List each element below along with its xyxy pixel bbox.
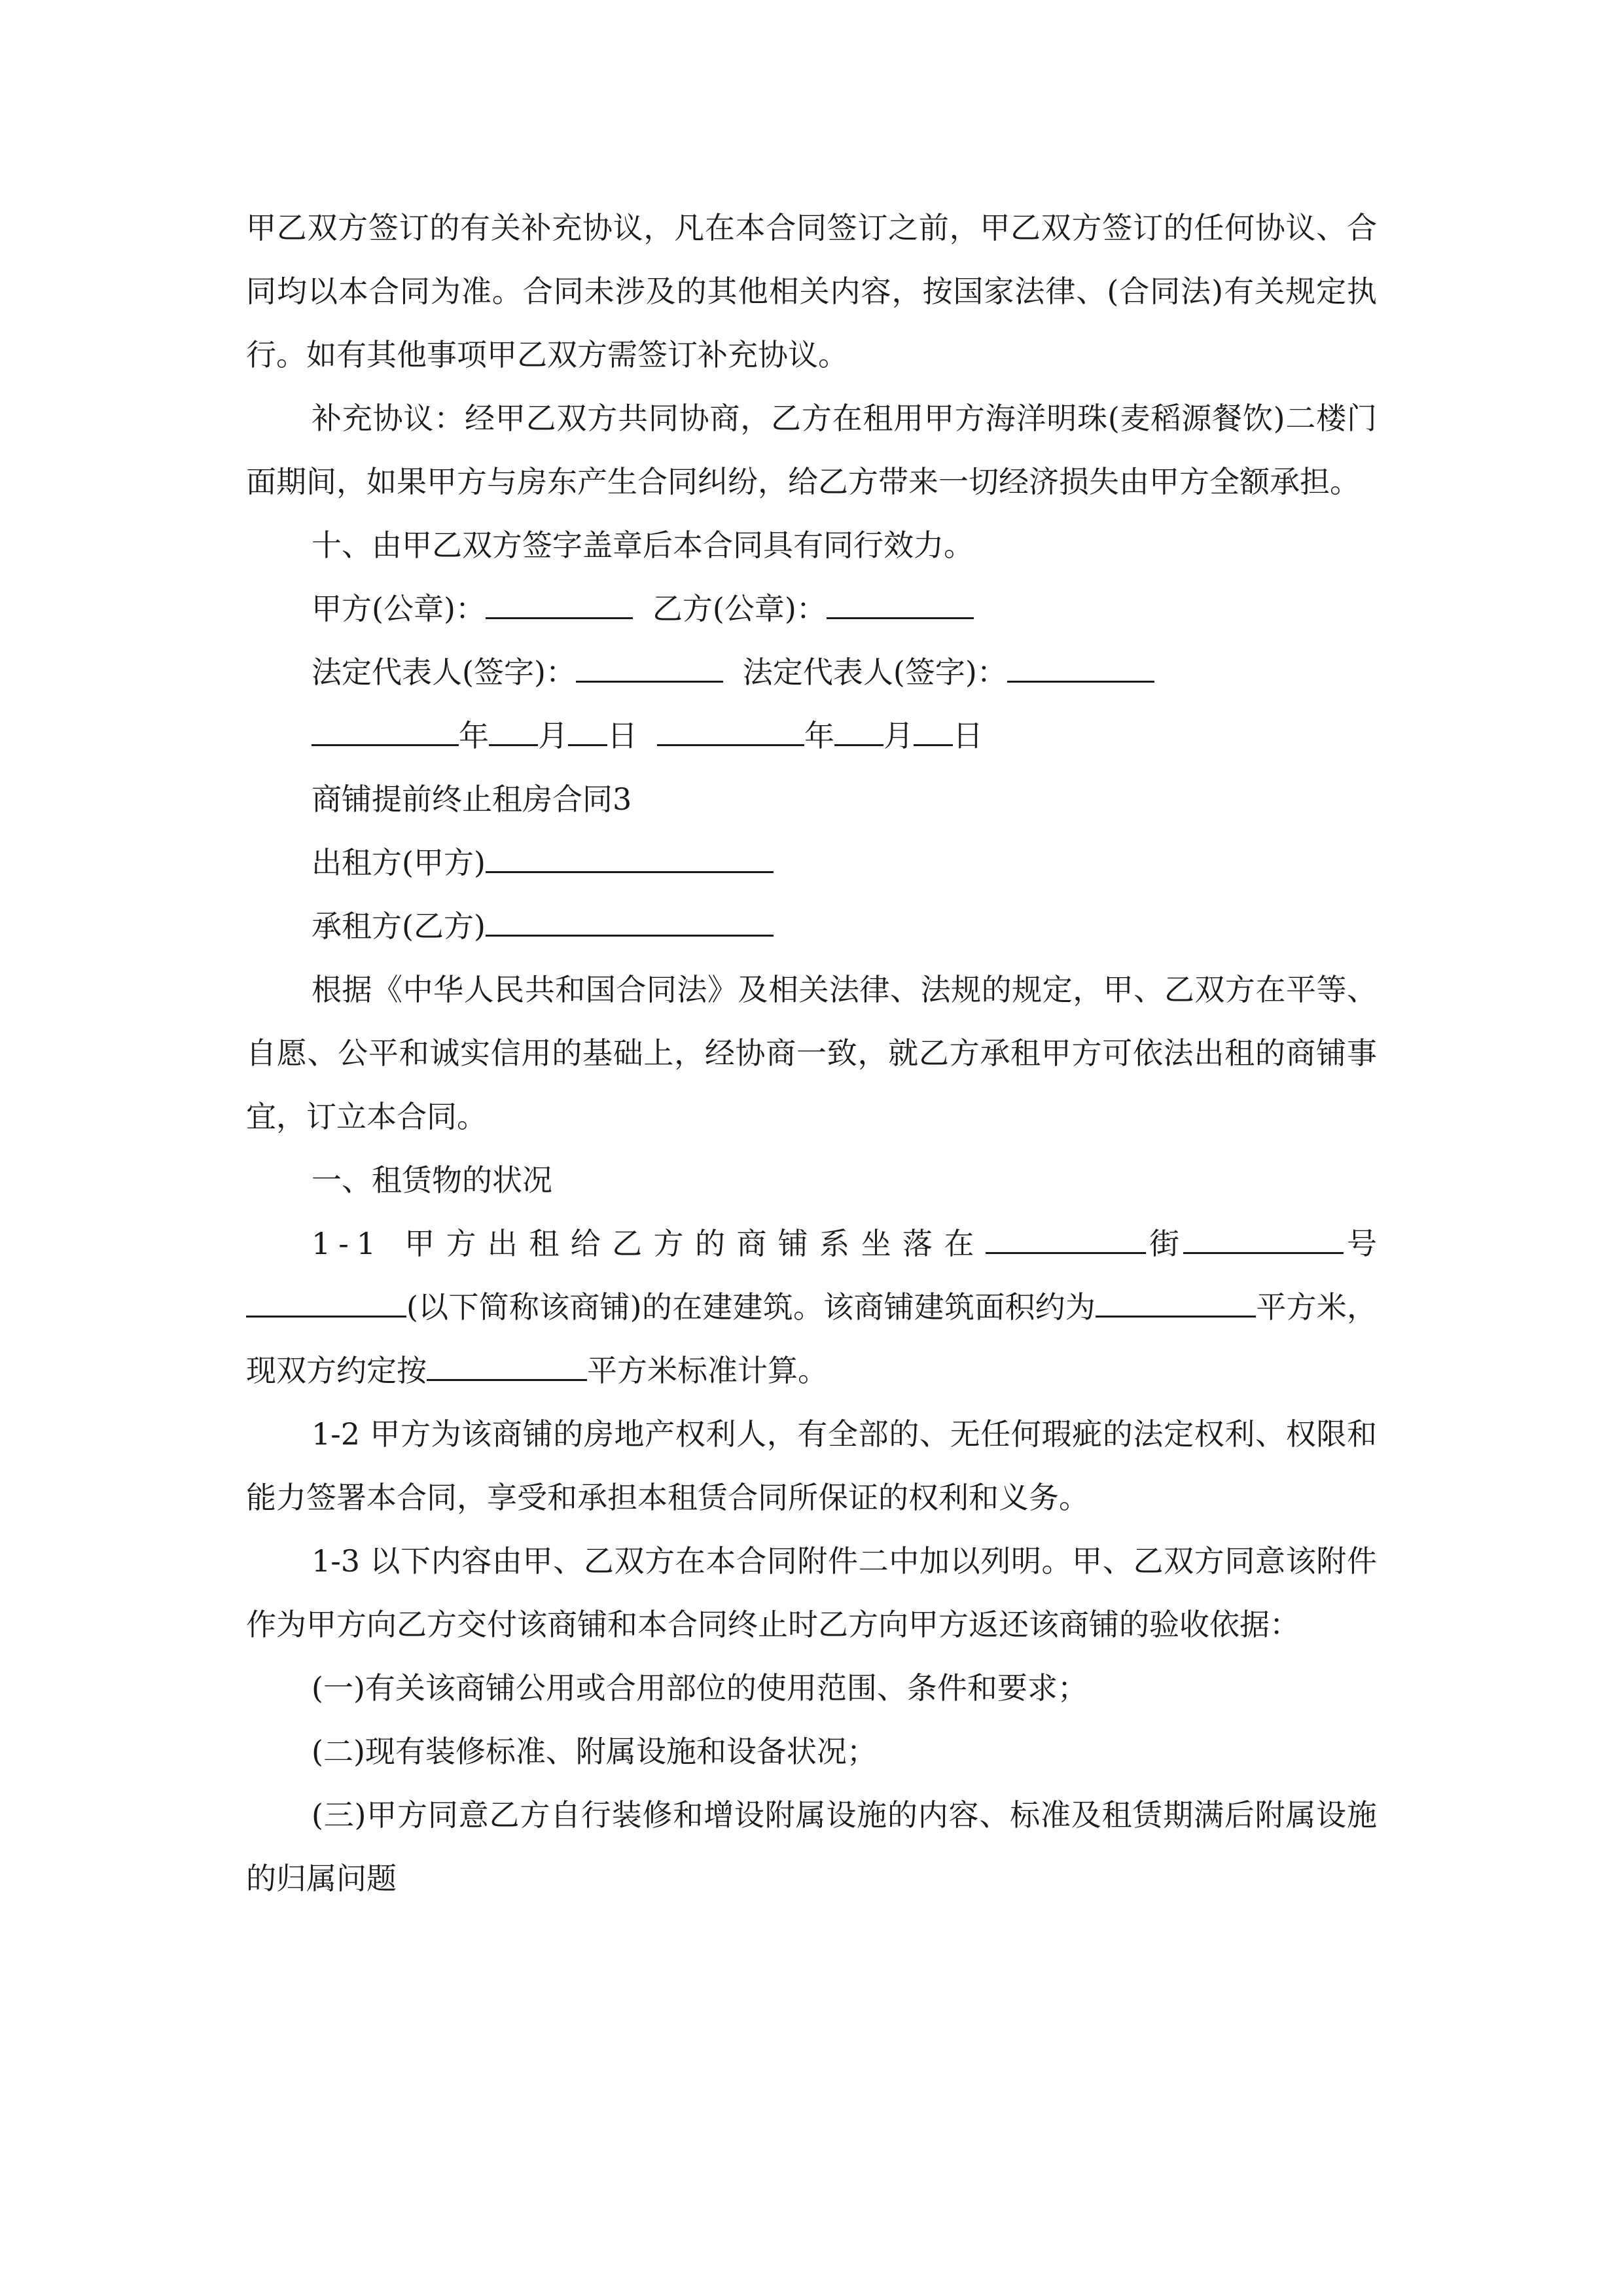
signature-seal-line xyxy=(246,577,1377,641)
year-label: 年 xyxy=(804,718,834,753)
party-a-seal-label: 甲方(公章)： xyxy=(312,591,486,626)
clause-1-1-text-d: (以下简称该商铺)的在建建筑。该商铺建筑面积约为 xyxy=(406,1289,1096,1325)
paragraph-legal-basis: 根据《中华人民共和国合同法》及相关法律、法规的规定，甲、乙双方在平等、自愿、公平和诚实信用的基础上，经协商一致，就乙方承租甲方可依法出租的商铺事宜，订立本合同。 xyxy=(246,972,1377,1134)
clause-1-3: 1-3 以下内容由甲、乙双方在本合同附件二中加以列明。甲、乙双方同意该附件作为甲方向乙方交付该商铺和本合同终止时乙方向甲方返还该商铺的验收依据： xyxy=(246,1543,1377,1642)
party-b-representative-blank xyxy=(1007,653,1154,683)
list-item-two: (二)现有装修标准、附属设施和设备状况； xyxy=(312,1734,877,1769)
signature-date-line xyxy=(246,704,1377,768)
party-a-year-blank xyxy=(312,717,459,746)
lessor-label: 出租方(甲方) xyxy=(312,845,486,880)
lessee-blank xyxy=(486,907,774,937)
clause-1-1-text-c: 号 xyxy=(1343,1226,1377,1261)
party-a-month-blank xyxy=(489,717,538,746)
year-label: 年 xyxy=(459,718,489,753)
clause-1-1 xyxy=(246,1212,1377,1403)
clause-1-1-text-b: 街 xyxy=(1145,1226,1183,1261)
lessor-line xyxy=(246,831,1377,895)
party-a-representative-blank xyxy=(576,653,723,683)
lessee-label: 承租方(乙方) xyxy=(312,908,486,944)
month-label: 月 xyxy=(883,718,914,753)
party-b-day-blank xyxy=(914,717,953,746)
month-label: 月 xyxy=(538,718,568,753)
section-heading-one: 一、租赁物的状况 xyxy=(312,1162,552,1198)
party-b-seal-label: 乙方(公章)： xyxy=(652,591,827,626)
document-body xyxy=(246,196,1377,1910)
contract-title: 商铺提前终止租房合同3 xyxy=(312,781,632,817)
standard-area-blank xyxy=(427,1352,587,1381)
clause-1-1-text-f: 平方米标准计算。 xyxy=(587,1353,828,1388)
party-b-year-blank xyxy=(657,717,804,746)
party-b-seal-blank xyxy=(827,590,974,619)
area-blank xyxy=(1096,1288,1256,1318)
list-item-one: (一)有关该商铺公用或合用部位的使用范围、条件和要求； xyxy=(312,1670,1088,1706)
lessee-line xyxy=(246,895,1377,958)
party-b-month-blank xyxy=(834,717,883,746)
party-b-representative-label: 法定代表人(签字)： xyxy=(742,655,1007,690)
day-label: 日 xyxy=(953,718,983,753)
clause-ten: 十、由甲乙双方签字盖章后本合同具有同行效力。 xyxy=(312,528,974,563)
paragraph-supplementary-agreement: 补充协议：经甲乙双方共同协商，乙方在租用甲方海洋明珠(麦稻源餐饮)二楼门面期间，如果甲方与房东产生合同纠纷，给乙方带来一切经济损失由甲方全额承担。 xyxy=(246,401,1377,499)
party-a-day-blank xyxy=(568,717,607,746)
party-a-representative-label: 法定代表人(签字)： xyxy=(312,655,576,690)
building-name-blank xyxy=(246,1288,406,1318)
clause-1-2: 1-2 甲方为该商铺的房地产权利人，有全部的、无任何瑕疵的法定权利、权限和能力签署本合同，享受和承担本租赁合同所保证的权利和义务。 xyxy=(246,1416,1377,1515)
street-blank xyxy=(986,1225,1146,1254)
day-label: 日 xyxy=(607,718,637,753)
party-a-seal-blank xyxy=(486,590,633,619)
clause-1-1-text-e: 平方米，现双方约定按 xyxy=(246,1289,1377,1388)
paragraph-supplement-precedence: 甲乙双方签订的有关补充协议，凡在本合同签订之前，甲乙双方签订的任何协议、合同均以本合同为准。合同未涉及的其他相关内容，按国家法律、(合同法)有关规定执行。如有其他事项甲乙双方需签订补充协议。 xyxy=(246,210,1377,372)
lessor-blank xyxy=(486,844,774,873)
number-blank xyxy=(1183,1225,1344,1254)
signature-representative-line xyxy=(246,641,1377,704)
clause-1-1-text-a: 1-1 甲方出租给乙方的商铺系坐落在 xyxy=(312,1226,986,1261)
list-item-three: (三)甲方同意乙方自行装修和增设附属设施的内容、标准及租赁期满后附属设施的归属问题 xyxy=(246,1797,1377,1896)
